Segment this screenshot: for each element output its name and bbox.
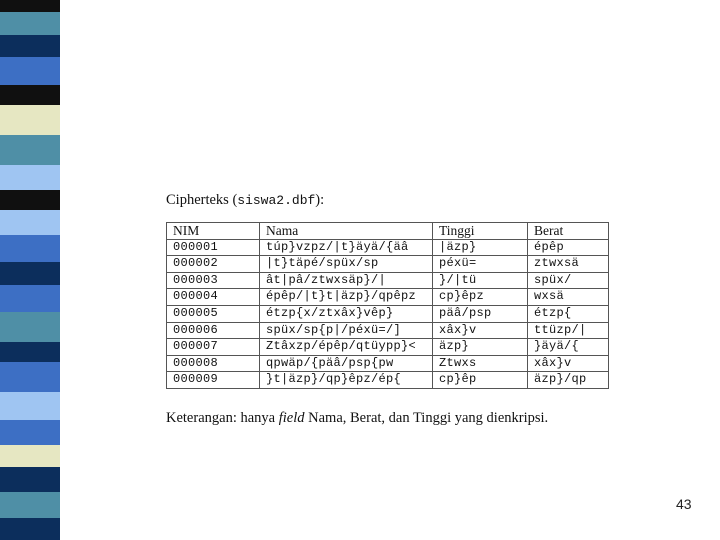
berat-cell: spüx/ [528,272,609,289]
nim-cell: 000008 [167,355,260,372]
tinggi-cell: cp}êp [433,372,528,389]
berat-cell: }äyä/{ [528,339,609,356]
table-row [167,272,609,289]
nama-cell: qpwäp/{päâ/psp{pw [260,355,433,372]
nim-cell: 000007 [167,339,260,356]
nama-cell: Ztâxzp/épêp/qtüypp}< [260,339,433,356]
tinggi-cell: äzp} [433,339,528,356]
tinggi-cell: |äzp} [433,239,528,256]
table-header-row [167,223,609,240]
nama-cell: spüx/sp{p|/péxü=/] [260,322,433,339]
nama-cell: épêp/|t}t|äzp}/qpêpz [260,289,433,306]
nim-cell: 000005 [167,305,260,322]
table-row [167,256,609,273]
nama-cell: étzp{x/ztxâx}vêp} [260,305,433,322]
header-berat: Berat [528,223,609,240]
tinggi-cell: }/|tü [433,272,528,289]
tinggi-cell: Ztwxs [433,355,528,372]
table-row [167,355,609,372]
nim-cell: 000004 [167,289,260,306]
page-number: 43 [676,496,692,512]
berat-cell: ttüzp/| [528,322,609,339]
table-row [167,239,609,256]
table-row [167,322,609,339]
table-row [167,289,609,306]
nama-cell: }t|äzp}/qp}êpz/ép{ [260,372,433,389]
table-row [167,305,609,322]
caption-suffix: ): [315,192,325,208]
nim-cell: 000003 [167,272,260,289]
nim-cell: 000002 [167,256,260,273]
header-tinggi: Tinggi [433,223,528,240]
nim-cell: 000009 [167,372,260,389]
berat-cell: wxsä [528,289,609,306]
berat-cell: épêp [528,239,609,256]
nama-cell: |t}täpé/spüx/sp [260,256,433,273]
note-field-word: field [278,410,305,426]
header-nama: Nama [260,223,433,240]
tinggi-cell: xâx}v [433,322,528,339]
note [166,410,548,427]
table-row [167,372,609,389]
tinggi-cell: péxü= [433,256,528,273]
nim-cell: 000001 [167,239,260,256]
caption-text: Cipherteks ( [166,192,238,208]
nim-cell: 000006 [167,322,260,339]
berat-cell: äzp}/qp [528,372,609,389]
tinggi-cell: cp}êpz [433,289,528,306]
note-prefix: Keterangan: hanya [166,410,279,426]
header-nim: NIM [167,223,260,240]
nama-cell: ât|pâ/ztwxsäp}/| [260,272,433,289]
table-row [167,339,609,356]
cipher-table [166,222,609,389]
berat-cell: étzp{ [528,305,609,322]
berat-cell: ztwxsä [528,256,609,273]
nama-cell: túp}vzpz/|t}äyä/{äâ [260,239,433,256]
caption-filename: siswa2.dbf [237,193,316,208]
decorative-striped-bar [0,0,80,540]
caption [166,192,324,209]
berat-cell: xâx}v [528,355,609,372]
note-suffix: Nama, Berat, dan Tinggi yang dienkripsi. [304,410,549,426]
tinggi-cell: päâ/psp [433,305,528,322]
